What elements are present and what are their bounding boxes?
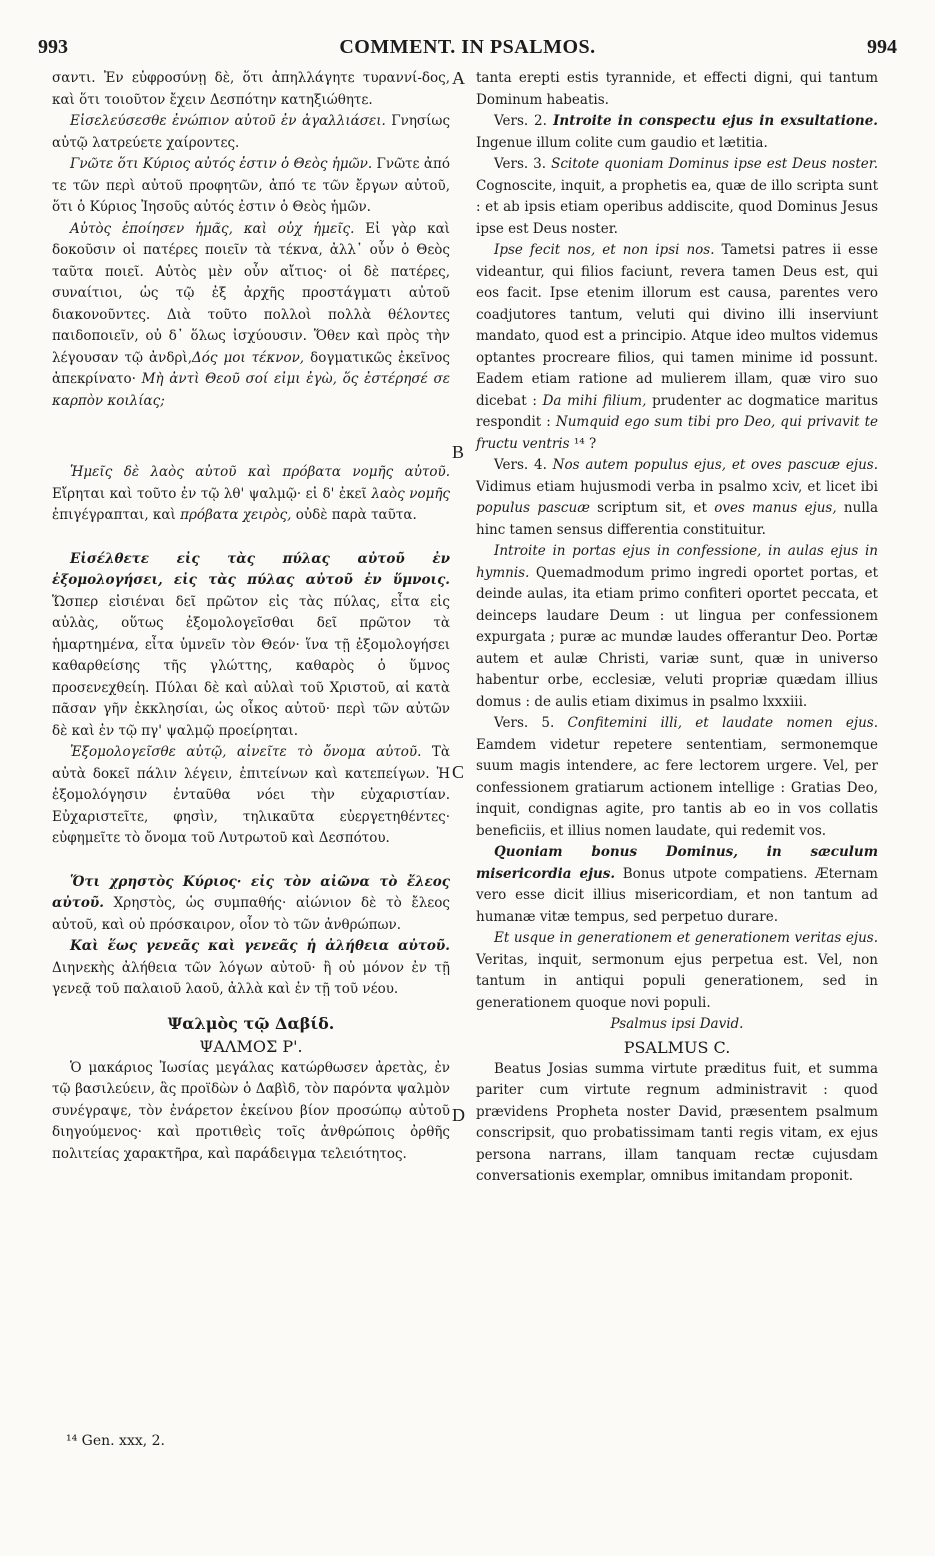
latin-text: Veritas, inquit, sermonum ejus perpetua est. Vel, non tantum in antiqui populi generationem, sed in generationem quoque novi populi. bbox=[476, 951, 878, 1011]
quotation: Μὴ ἀντὶ Θεοῦ σοί εἰμι ἐγὼ, ὅς ἐστέρησέ σε καρπὸν κοιλίας; bbox=[52, 371, 450, 409]
latin-text: nulla hinc tamen sensus differentia constituitur. bbox=[476, 500, 878, 538]
footnote: ¹⁴ Gen. xxx, 2. bbox=[66, 1433, 166, 1449]
latin-paragraph bbox=[476, 455, 878, 541]
greek-paragraph bbox=[52, 111, 450, 154]
latin-text: Ingenue illum colite cum gaudio et lætitia. bbox=[476, 134, 768, 151]
greek-paragraph bbox=[52, 936, 450, 1001]
greek-paragraph bbox=[52, 742, 450, 850]
verse-lemma: Et usque in generationem et generationem veritas ejus. bbox=[494, 930, 878, 946]
verse-lemma: Introite in portas ejus in confessione, in aulas ejus in hymnis. bbox=[476, 543, 878, 581]
greek-paragraph bbox=[52, 549, 450, 743]
quotation: Numquid ego sum tibi pro Deo, qui privavit te fructu ventris bbox=[476, 414, 878, 452]
verse-lemma: Introite in conspectu ejus in exsultatione. bbox=[546, 113, 878, 129]
verse-lemma: Ipse fecit nos, et non ipsi nos. bbox=[494, 242, 715, 258]
section-marker-a: A bbox=[452, 68, 465, 88]
latin-paragraph bbox=[476, 541, 878, 713]
latin-paragraph bbox=[476, 928, 878, 1014]
verse-lemma: Αὐτὸς ἐποίησεν ἡμᾶς, καὶ οὐχ ἡμεῖς. bbox=[70, 220, 355, 237]
latin-text: Tametsi patres ii esse videantur, qui filios faciunt, revera tamen Deus est, qui eos facit. Ipse etenim illorum est causa, parentes vero coadjutores tantum, veluti qui divino illi inserviunt mandato, quod est a principio. Atque ideo multos videmus optantes procreare filios, qui tamen minime id possunt. Eadem etiam ratione ad mulierem illam, quæ viro suo dicebat : bbox=[476, 242, 878, 409]
latin-paragraph bbox=[476, 1059, 878, 1188]
running-title: COMMENT. IN PSALMOS. bbox=[339, 36, 596, 58]
latin-text: Vidimus etiam hujusmodi verba in psalmo xciv, et licet ibi bbox=[476, 478, 878, 495]
greek-text: Γνησίως αὐτῷ λατρεύετε χαίροντες. bbox=[52, 113, 451, 151]
latin-text: Quemadmodum primo ingredi oportet portas, et deinde aulas, ita etiam primo confiteri oportet peccata, et deinceps laudare Deum : ut lingua per confessionem expurgata ; puræ ac mundæ laudes offerantur Deo. Portæ autem et aulæ Christi, variæ sunt, quæ in universo habentur orbe, ecclesiæ, veluti propriæ quædam illius domus : de aulis etiam diximus in psalmo lxxxiii. bbox=[476, 564, 878, 710]
latin-paragraph bbox=[476, 68, 878, 111]
latin-text: tanta erepti estis tyrannide, et effecti digni, qui tantum Dominum habeatis. bbox=[476, 70, 878, 108]
quotation: λαὸς νομῆς bbox=[371, 485, 450, 502]
section-marker-c: C bbox=[452, 762, 465, 782]
quotation: populus pascuæ bbox=[476, 500, 590, 516]
greek-column bbox=[52, 68, 450, 1165]
latin-text: Bonus utpote compatiens. Æternam vero esse dicit illius misericordiam, et non tantum ad humanæ vitæ tempus, sed perpetuo durare. bbox=[476, 865, 878, 925]
verse-lemma: Ὅτι χρηστὸς Κύριος· εἰς τὸν αἰῶνα τὸ ἔλεος αὐτοῦ. bbox=[52, 873, 450, 911]
latin-text: Beatus Josias summa virtute præditus fuit, et summa pariter cum virtute regnum administravit : quod prævidens Propheta noster David, præsentem psalmum conscripsit, quo probatissimam tanti regis vitam, ex ejus persona narrans, illam tanquam rectæ cujusdam conversationis exemplar, omnibus imitandam proponit. bbox=[476, 1060, 878, 1184]
psalm-heading: PSALMUS C. bbox=[623, 1037, 731, 1057]
greek-text: οὐδὲ παρὰ ταῦτα. bbox=[291, 507, 417, 523]
greek-text: Γνῶτε ἀπό τε τῶν περὶ αὐτοῦ προφητῶν, ἀπό τε τῶν ἔργων αὐτοῦ, ὅτι ὁ Κύριος Ἰησοῦς αὐτός ἐστιν ὁ Θεὸς ἡμῶν. bbox=[52, 156, 450, 215]
greek-text: Χρηστὸς, ὡς συμπαθής· αἰώνιον δὲ τὸ ἔλεος αὐτοῦ, καὶ οὐ πρόσκαιρον, οἷον τὸ τῶν ἀνθρώπων. bbox=[52, 895, 450, 933]
verse-lemma: Ἐξομολογεῖσθε αὐτῷ, αἰνεῖτε τὸ ὄνομα αὐτοῦ. bbox=[70, 744, 422, 760]
quotation: πρόβατα χειρὸς, bbox=[180, 507, 292, 523]
quotation: Da mihi filium, bbox=[542, 392, 647, 409]
footnote-ref: ¹⁴ ? bbox=[569, 435, 597, 452]
section-marker-d: D bbox=[452, 1105, 465, 1125]
latin-text: scriptum sit, et bbox=[589, 500, 707, 516]
verse-lemma: Scitote quoniam Dominus ipse est Deus noster. bbox=[546, 156, 878, 172]
verse-number: Vers. 2. bbox=[494, 113, 547, 129]
greek-paragraph bbox=[52, 68, 450, 111]
latin-paragraph bbox=[476, 154, 878, 240]
greek-paragraph bbox=[52, 219, 450, 413]
greek-paragraph bbox=[52, 1058, 450, 1166]
greek-text: Εἴρηται καὶ τοῦτο ἐν τῷ λθ' ψαλμῷ· εἰ δ' ἐκεῖ bbox=[52, 485, 367, 502]
greek-paragraph bbox=[52, 154, 450, 219]
greek-text: ἐπιγέγραπται, καὶ bbox=[52, 507, 176, 523]
latin-paragraph bbox=[476, 842, 878, 928]
latin-text: Cognoscite, inquit, a prophetis ea, quæ de illo scripta sunt : et ab ipsis etiam operibus addiscite, quod Dominus Jesus ipse est Deus noster. bbox=[476, 177, 878, 237]
psalm-superscription: Ψαλμὸς τῷ Δαβίδ. bbox=[167, 1013, 335, 1033]
latin-paragraph bbox=[476, 713, 878, 842]
verse-lemma: Εἰσέλθετε εἰς τὰς πύλας αὐτοῦ ἐν ἐξομολογήσει, εἰς τὰς πύλας αὐτοῦ ἐν ὕμνοις. bbox=[52, 550, 450, 588]
section-marker-b: B bbox=[452, 442, 465, 462]
verse-number: Vers. 4. bbox=[494, 457, 547, 473]
psalm-superscription: Psalmus ipsi David. bbox=[610, 1016, 744, 1032]
verse-lemma: Εἰσελεύσεσθε ἐνώπιον αὐτοῦ ἐν ἀγαλλιάσει. bbox=[70, 113, 386, 129]
verse-lemma: Γνῶτε ὅτι Κύριος αὐτός ἐστιν ὁ Θεὸς ἡμῶν. bbox=[70, 156, 373, 172]
latin-text: Eamdem videtur repetere sententiam, sermonemque suum magis intendere, ac fere lectorem urgere. Vel, per confessionem gratiarum actionem intellige : Gratias Deo, inquit, condignas agite, pro tantis ab eo in vos collatis beneficiis, et illius nomen laudate, qui redemit vos. bbox=[476, 736, 878, 839]
greek-text: σαντι. Ἐν εὐφροσύνῃ δὲ, ὅτι ἀπηλλάγητε τυραννί-δος, καὶ ὅτι τοιοῦτον ἔχειν Δεσπότην κατηξιώθητε. bbox=[52, 70, 450, 108]
page-header bbox=[38, 36, 897, 66]
greek-paragraph bbox=[52, 462, 450, 527]
latin-column bbox=[476, 68, 878, 1188]
greek-paragraph bbox=[52, 872, 450, 937]
verse-lemma: Nos autem populus ejus, et oves pascuæ ejus. bbox=[546, 457, 879, 473]
verse-lemma: Confitemini illi, et laudate nomen ejus. bbox=[554, 715, 878, 731]
latin-paragraph bbox=[476, 240, 878, 455]
greek-text: Τὰ αὐτὰ δοκεῖ πάλιν λέγειν, ἐπιτείνων καὶ κατεπείγων. Ἡ ἐξομολόγησιν ἐνταῦθα νόει τὴν εὐχαριστίαν. Εὐχαριστεῖτε, φησὶν, τηλικαῦτα εὐεργετηθέντες· εὐφημεῖτε τὸ ὄνομα τοῦ Λυτρωτοῦ καὶ Δεσπότου. bbox=[52, 744, 450, 846]
quotation: Δός μοι τέκνον, bbox=[192, 349, 305, 366]
verse-lemma: Καὶ ἕως γενεᾶς καὶ γενεᾶς ἡ ἀλήθεια αὐτοῦ. bbox=[70, 938, 450, 954]
greek-text: Ὥσπερ εἰσιέναι δεῖ πρῶτον εἰς τὰς πύλας, εἶτα εἰς αὐλὰς, οὕτως ἐξομολογεῖσθαι δεῖ πρῶτον τὰ ἡμαρτημένα, εἶτα ὑμνεῖν τὸν Θεόν· ἵνα τῇ ἐξομολογήσει καθαρθείσης τῆς γλώττης, καθαρὸς ὁ ὕμνος προσενεχθείη. Πύλαι δὲ καὶ αὐλαὶ τοῦ Χριστοῦ, αἱ κατὰ πᾶσαν γῆν ἐκκλησίαι, ὡς οἶκος αὐτοῦ· περὶ τῶν αὐτῶν δὲ καὶ ἐν τῷ πγ' ψαλμῷ προείρηται. bbox=[52, 593, 450, 739]
greek-text: δογματικῶς ἐκεῖνος ἀπεκρίνατο· bbox=[52, 349, 450, 387]
verse-lemma: Ἡμεῖς δὲ λαὸς αὐτοῦ καὶ πρόβατα νομῆς αὐτοῦ. bbox=[70, 464, 450, 480]
right-page-number: 994 bbox=[867, 36, 897, 58]
greek-text: Εἰ γὰρ καὶ δοκοῦσιν οἱ πατέρες ποιεῖν τὰ τέκνα, ἀλλ᾽ οὖν ὁ Θεὸς ταῦτα ποιεῖ. Αὐτὸς μὲν οὖν αἴτιος· οἱ δὲ πατέρες, συναίτιοι, ὡς τῷ ἐξ ἀρχῆς προστάγματι αὐτοῦ διακονοῦντες. Διὰ τοῦτο πολλοὶ πολλὰ θέλοντες παιδοποιεῖν, οὐ δ᾽ ὅλως ἰσχύουσιν. Ὅθεν καὶ πρὸς τὴν λέγουσαν τῷ ἀνδρὶ, bbox=[52, 220, 450, 366]
psalm-heading: ΨΑΛΜΟΣ Ρ'. bbox=[199, 1036, 303, 1056]
greek-text: Διηνεκὴς ἀλήθεια τῶν λόγων αὐτοῦ· ἢ οὐ μόνον ἐν τῇ γενεᾷ τοῦ παλαιοῦ λαοῦ, ἀλλὰ καὶ ἐν τῇ τοῦ νέου. bbox=[52, 959, 450, 997]
greek-text: Ὁ μακάριος Ἰωσίας μεγάλας κατώρθωσεν ἀρετὰς, ἐν τῷ βασιλεύειν, ἃς προϊδὼν ὁ Δαβὶδ, τὸν παρόντα ψαλμὸν συνέγραψε, τὸν ἐνάρετον ἐκείνου βίον προσώπῳ αὐτοῦ διηγούμενος· καὶ προτιθεὶς τοῖς ἀνθρώποις ὀρθῆς πολιτείας χαρακτῆρα, καὶ παράδειγμα τελειότητος. bbox=[52, 1059, 450, 1162]
latin-paragraph bbox=[476, 111, 878, 154]
verse-lemma: Quoniam bonus Dominus, in sæculum misericordia ejus. bbox=[476, 844, 878, 882]
verse-number: Vers. 3. bbox=[494, 156, 547, 172]
quotation: oves manus ejus, bbox=[714, 500, 837, 516]
latin-text: prudenter ac dogmatice maritus respondit : bbox=[476, 392, 879, 430]
left-page-number: 993 bbox=[38, 36, 68, 58]
verse-number: Vers. 5. bbox=[494, 715, 555, 731]
